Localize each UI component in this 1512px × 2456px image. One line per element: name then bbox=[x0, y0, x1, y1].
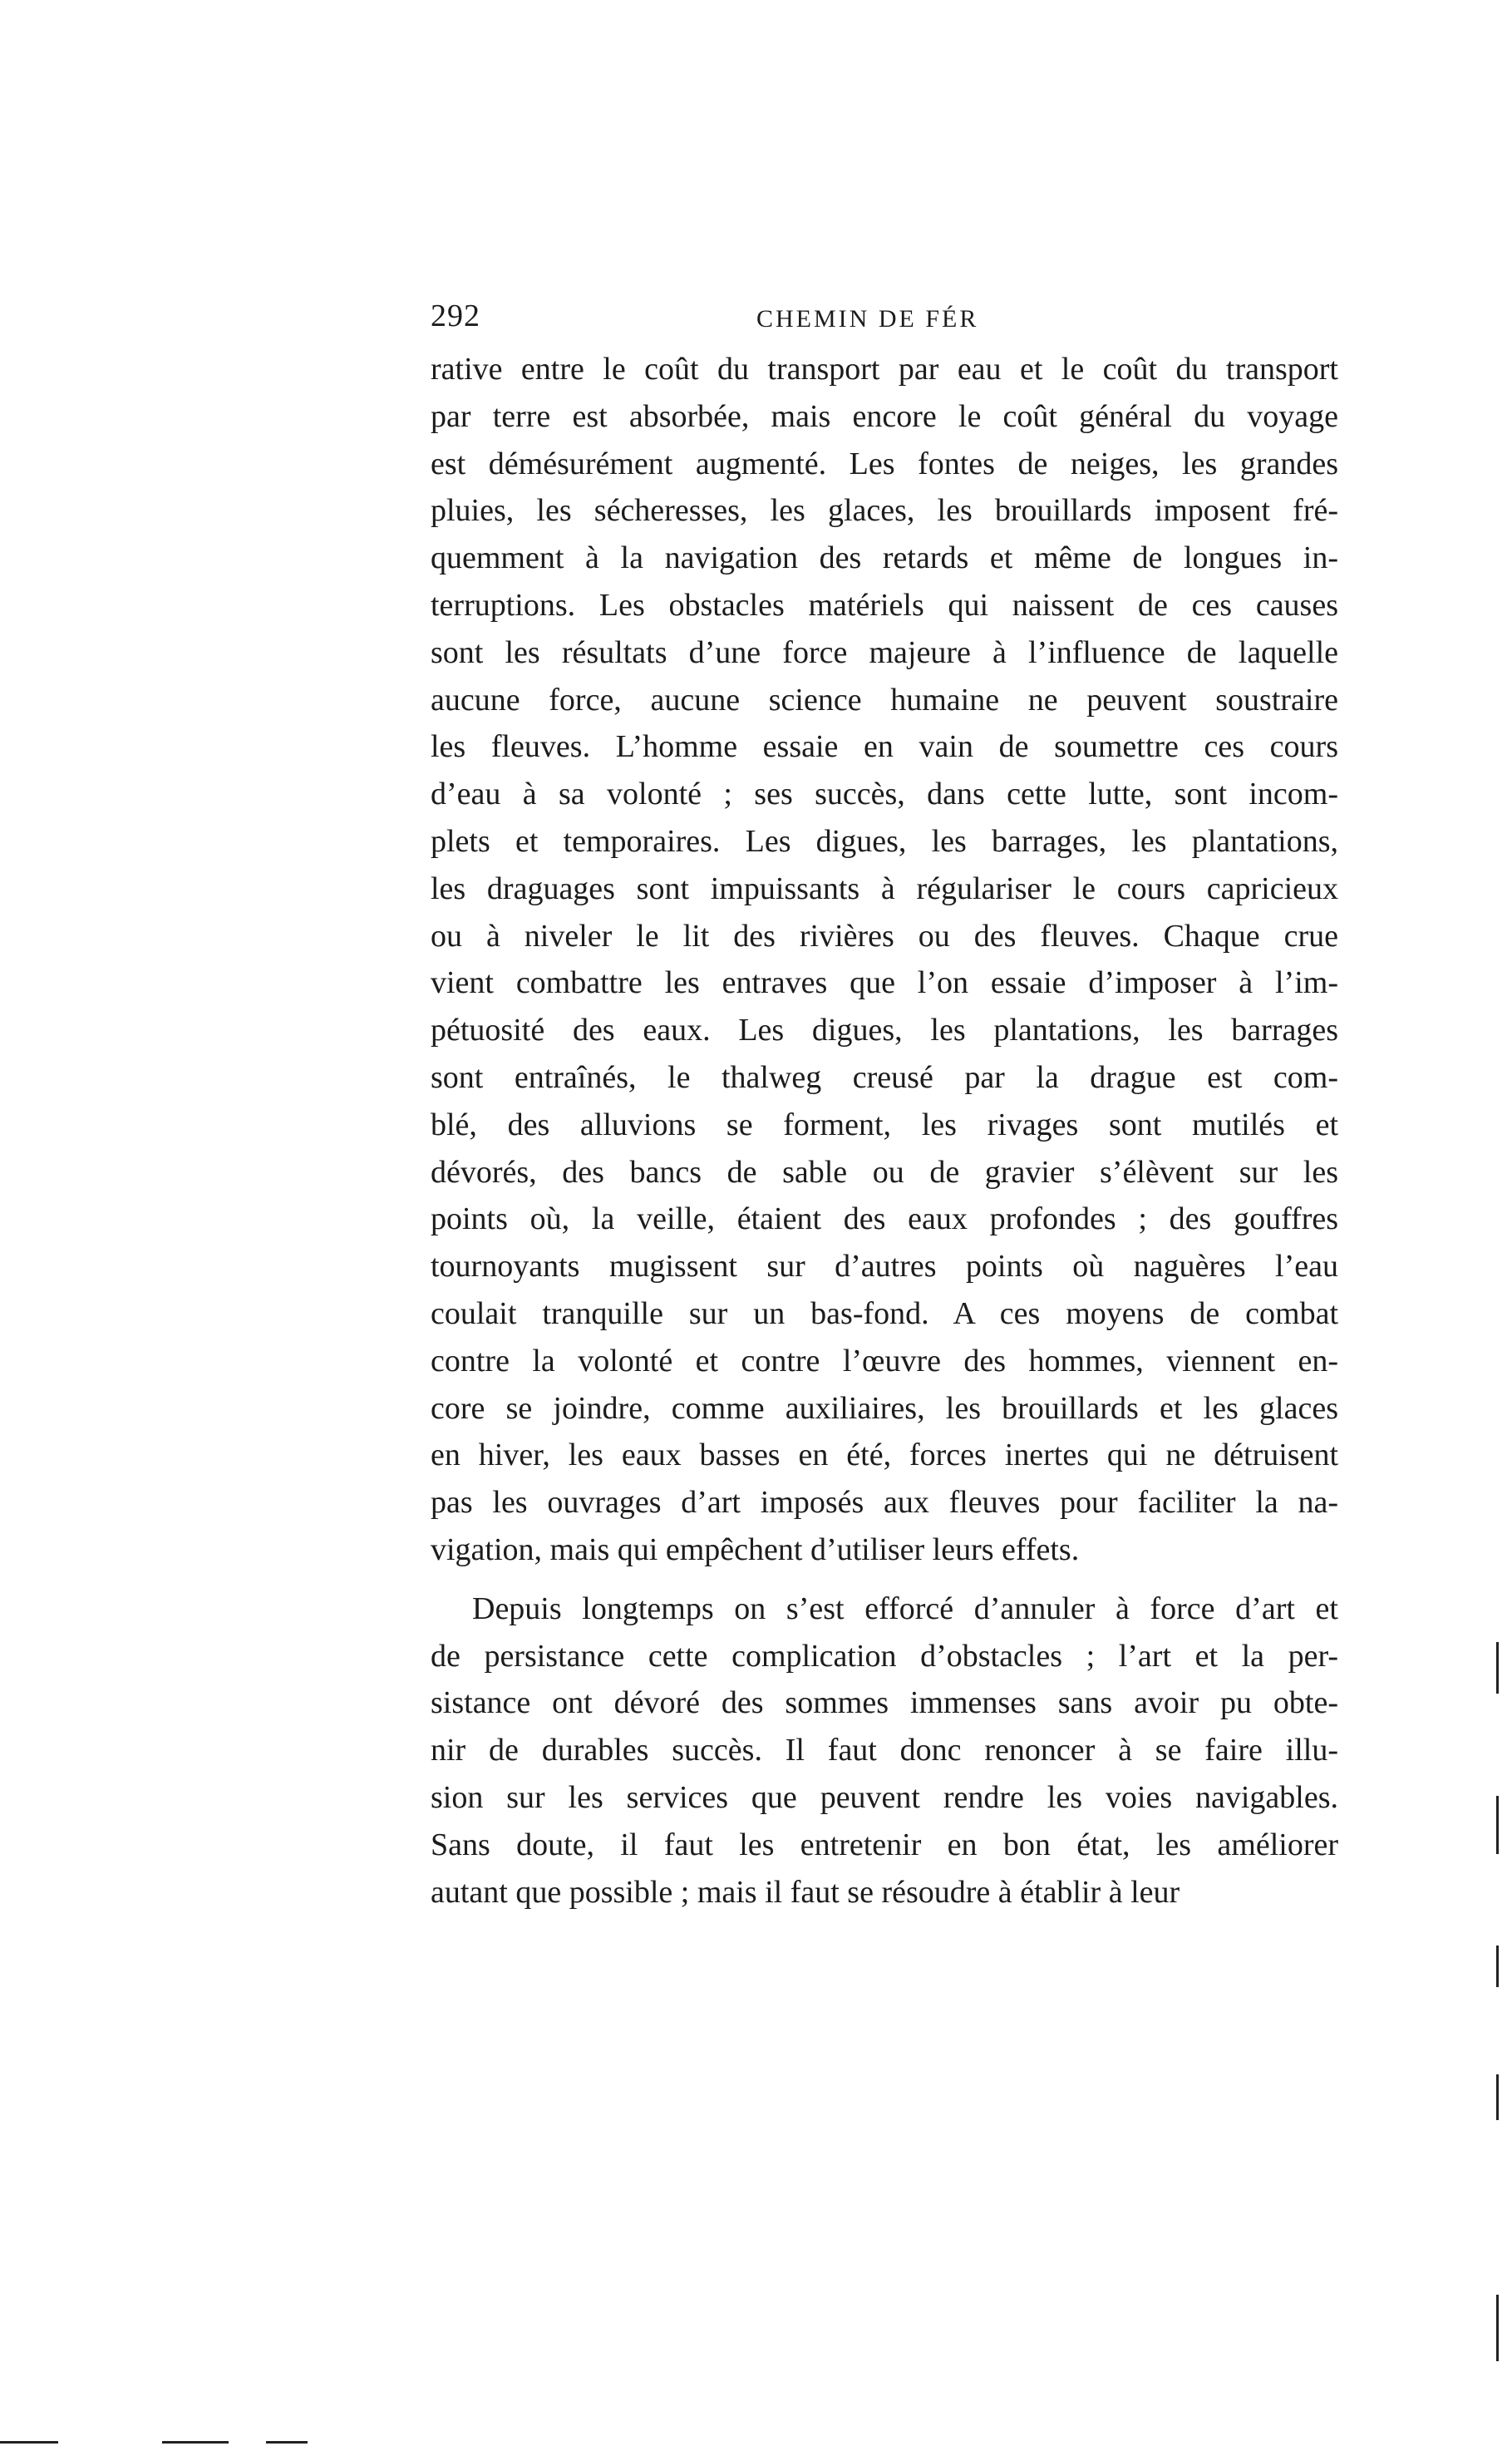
text-line: pétuosité des eaux. Les digues, les plantations, les barrages bbox=[431, 1013, 1338, 1048]
text-line: sont entraînés, le thalweg creusé par la drague est com- bbox=[431, 1059, 1338, 1095]
paragraph bbox=[431, 346, 1338, 1574]
text-line: Depuis longtemps on s’est efforcé d’annuler à force d’art et bbox=[472, 1590, 1338, 1626]
scan-mark bbox=[266, 2441, 308, 2444]
running-title: CHEMIN DE FÉR bbox=[756, 305, 979, 333]
scan-mark bbox=[162, 2441, 229, 2444]
scan-mark bbox=[0, 2441, 58, 2444]
text-line: core se joindre, comme auxiliaires, les brouillards et les glaces bbox=[431, 1390, 1338, 1426]
text-line: sistance ont dévoré des sommes immenses sans avoir pu obte- bbox=[431, 1685, 1338, 1721]
paragraph bbox=[431, 1586, 1338, 1916]
text-line: par terre est absorbée, mais encore le coût général du voyage bbox=[431, 398, 1338, 434]
text-line: pluies, les sécheresses, les glaces, les brouillards imposent fré- bbox=[431, 493, 1338, 529]
scan-mark bbox=[1496, 1796, 1499, 1854]
scan-mark bbox=[1496, 1946, 1499, 1987]
text-line: contre la volonté et contre l’œuvre des hommes, viennent en- bbox=[431, 1343, 1338, 1378]
text-line: les fleuves. L’homme essaie en vain de soumettre ces cours bbox=[431, 729, 1338, 765]
text-line: nir de durables succès. Il faut donc renoncer à se faire illu- bbox=[431, 1733, 1338, 1768]
text-line: de persistance cette complication d’obstacles ; l’art et la per- bbox=[431, 1638, 1338, 1674]
page-number: 292 bbox=[431, 298, 480, 333]
page-header bbox=[431, 291, 1345, 341]
text-line: blé, des alluvions se forment, les rivages sont mutilés et bbox=[431, 1107, 1338, 1142]
text-line: ou à niveler le lit des rivières ou des fleuves. Chaque crue bbox=[431, 918, 1338, 954]
text-line: les draguages sont impuissants à régulariser le cours capricieux bbox=[431, 870, 1338, 906]
paragraph-gap bbox=[431, 1574, 1338, 1586]
text-line: tournoyants mugissent sur d’autres points où naguères l’eau bbox=[431, 1249, 1338, 1285]
scan-mark bbox=[1496, 1642, 1499, 1694]
text-line: en hiver, les eaux basses en été, forces inertes qui ne détruisent bbox=[431, 1438, 1338, 1473]
text-line: rative entre le coût du transport par eau et le coût du transport bbox=[431, 352, 1338, 387]
text-line: d’eau à sa volonté ; ses succès, dans cette lutte, sont incom- bbox=[431, 777, 1338, 812]
body-text bbox=[431, 346, 1338, 1916]
text-line: Sans doute, il faut les entretenir en bon état, les améliorer bbox=[431, 1827, 1338, 1862]
text-line: sion sur les services que peuvent rendre les voies navigables. bbox=[431, 1779, 1338, 1815]
text-line: aucune force, aucune science humaine ne peuvent soustraire bbox=[431, 682, 1338, 718]
text-line: sont les résultats d’une force majeure à l’influence de laquelle bbox=[431, 634, 1338, 670]
text-line: autant que possible ; mais il faut se résoudre à établir à leur bbox=[431, 1874, 1180, 1910]
text-line: vient combattre les entraves que l’on essaie d’imposer à l’im- bbox=[431, 965, 1338, 1001]
text-line: coulait tranquille sur un bas-fond. A ces moyens de combat bbox=[431, 1295, 1338, 1331]
scan-mark bbox=[1496, 2295, 1499, 2361]
text-line: pas les ouvrages d’art imposés aux fleuves pour faciliter la na- bbox=[431, 1485, 1338, 1521]
text-line: est démésurément augmenté. Les fontes de neiges, les grandes bbox=[431, 446, 1338, 481]
text-line: quemment à la navigation des retards et même de longues in- bbox=[431, 540, 1338, 576]
text-line: vigation, mais qui empêchent d’utiliser leurs effets. bbox=[431, 1531, 1080, 1567]
scan-mark bbox=[1496, 2074, 1499, 2120]
text-line: dévorés, des bancs de sable ou de gravier s’élèvent sur les bbox=[431, 1154, 1338, 1190]
text-line: points où, la veille, étaient des eaux profondes ; des gouffres bbox=[431, 1201, 1338, 1237]
text-line: terruptions. Les obstacles matériels qui naissent de ces causes bbox=[431, 587, 1338, 623]
text-line: plets et temporaires. Les digues, les barrages, les plantations, bbox=[431, 823, 1338, 859]
